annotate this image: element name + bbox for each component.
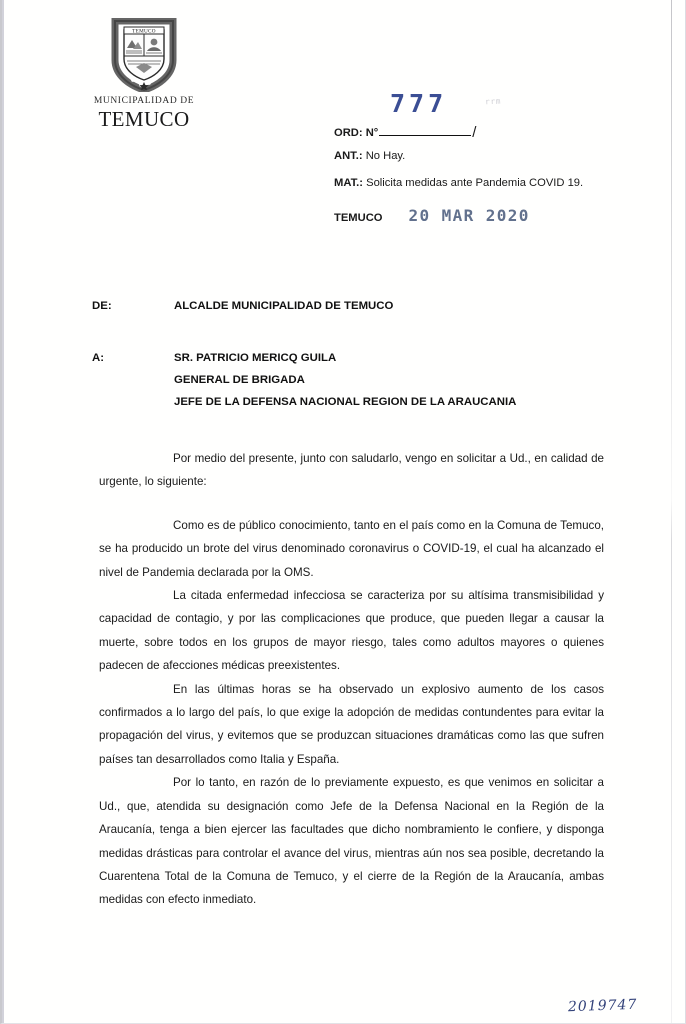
wordmark-municipalidad: MUNICIPALIDAD DE xyxy=(93,96,195,106)
to-label: A: xyxy=(92,352,105,364)
ord-row xyxy=(334,124,634,139)
document-body xyxy=(99,447,604,912)
body-paragraph-2: Como es de público conocimiento, tanto en el país como en la Comuna de Temuco, se ha producido un brote del virus denominado coronavirus o COVID-19, el cual ha alcanzado el nivel de Pandemia declarada por la OMS. xyxy=(99,518,604,579)
from-value: ALCALDE MUNICIPALIDAD DE TEMUCO xyxy=(174,300,394,312)
temuco-coat-of-arms-icon xyxy=(111,18,177,92)
body-paragraph-5: Por lo tanto, en razón de lo previamente expuesto, es que venimos en solicitar a Ud., que, atendida su designación como Jefe de la Defensa Nacional en la Región de la Araucanía, tenga a bien ejercer las facultades que dicho nombramiento le confiere, y disponga medidas drásticas para controlar el avance del virus, mientras aún nos sea posible, decretando la Cuarentena Total de la Comuna de Temuco, y el cierre de la Región de la Araucanía, ambas medidas con efecto inmediato. xyxy=(99,776,604,907)
place-date-row xyxy=(334,208,634,224)
body-paragraph-3: La citada enfermedad infecciosa se caracteriza por su altísima transmisibilidad y capacidad de contagio, y por las complicaciones que produce, que pueden llegar a causar la muerte, sobre todos en los grupos de mayor riesgo, tales como adultos mayores o quienes padecen de afecciones médicas preexistentes. xyxy=(99,589,604,673)
mat-row xyxy=(334,174,602,194)
stamp-ord-number: 777 xyxy=(390,89,448,118)
recipient-rank: GENERAL DE BRIGADA xyxy=(174,374,305,386)
recipient-name: SR. PATRICIO MERICQ GUILA xyxy=(174,352,337,364)
to-value xyxy=(174,352,612,408)
letterhead xyxy=(88,18,200,130)
body-paragraph-4: En las últimas horas se ha observado un explosivo aumento de los casos confirmados a lo largo del país, lo que exige la adopción de medidas contundentes para evitar la propagación del virus, y evitemos que se produzcan situaciones dramáticas como las que sufren países tan desarrollados como Italia y España. xyxy=(99,682,604,766)
place-label: TEMUCO xyxy=(334,212,383,224)
wordmark-temuco: TEMUCO xyxy=(98,106,190,131)
svg-text:TEMUCO: TEMUCO xyxy=(132,28,156,35)
body-paragraph-1: Por medio del presente, junto con saludarlo, vengo en solicitar a Ud., en calidad de urgente, lo siguiente: xyxy=(99,452,604,489)
handwritten-annotation: 2019747 xyxy=(567,996,638,1016)
scan-edge-left xyxy=(2,0,4,1023)
ord-number-blank xyxy=(379,126,471,136)
ant-row xyxy=(334,151,634,162)
stamp-date: 20 MAR 2020 xyxy=(408,206,530,225)
ant-value: No Hay. xyxy=(365,150,406,163)
to-row xyxy=(92,352,612,408)
ant-label: ANT.: xyxy=(334,150,363,163)
reference-block xyxy=(334,124,634,236)
from-label: DE: xyxy=(92,300,112,312)
addressing-block xyxy=(92,300,612,414)
faint-smudge-mark: rrm xyxy=(484,96,502,107)
scan-edge-right xyxy=(671,0,672,1023)
from-row xyxy=(92,300,612,312)
ord-label: ORD: N° xyxy=(334,127,379,139)
mat-value: Solicita medidas ante Pandemia COVID 19. xyxy=(366,177,584,190)
mat-label: MAT.: xyxy=(334,177,363,190)
ord-slash: / xyxy=(472,124,477,141)
recipient-title: JEFE DE LA DEFENSA NACIONAL REGION DE LA ARAUCANIA xyxy=(174,396,517,408)
